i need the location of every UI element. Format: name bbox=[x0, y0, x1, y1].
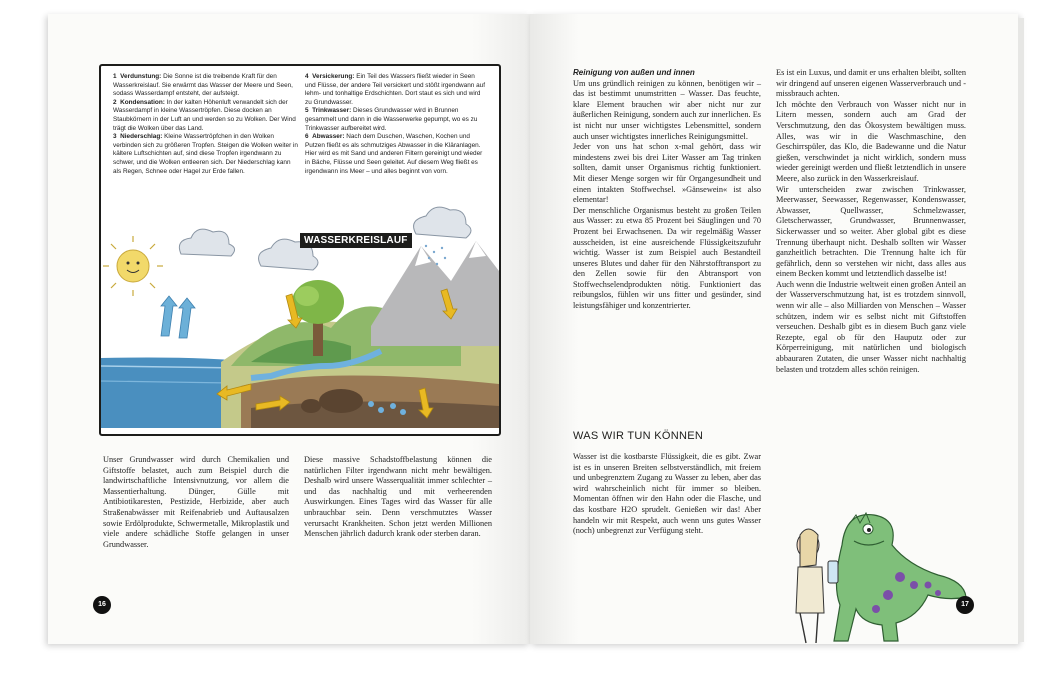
step-1: 1 Verdunstung: Die Sonne ist die treibende Kraft für den Wasserkreislauf. Sie erwärmt das Wasser der Meere und Seen, sodass Wasserdampf entsteht, der aufsteigt. bbox=[113, 73, 293, 98]
section-title: WAS WIR TUN KÖNNEN bbox=[573, 430, 704, 442]
section-body: Wasser ist die kostbarste Flüssigkeit, die es gibt. Zwar ist es in unseren Breiten selbstverständlich, mit freiem und unbegrenztem Zugang zu Wasser zu leben, aber das wird wahrscheinlich nicht für immer so bleiben. Momentan öffnen wir den Hahn oder die Flasche, und das kostbare H2O sprudelt. Genießen wir das! Aber handeln wir mit Respekt, auch wenn uns gutes Wasser (noch) unbegrenzt zur Verfügung steht. bbox=[573, 452, 761, 536]
step-6: 6 Abwasser: Nach dem Duschen, Waschen, Kochen und Putzen fließt es als schmutziges Abwasser in die Kläranlagen. Hier wird es mit Sand und anderen Filtern gereinigt und wieder in Bäche, Flüsse und Seen geleitet. Auf diesem Weg fließt es irgendwann ins Meer – und alles beginnt von vorn. bbox=[305, 133, 483, 175]
page-edges bbox=[1018, 18, 1024, 642]
left-body-column-2: Diese massive Schadstoffbelastung können die natürlichen Filter irgendwann nicht mehr bewältigen. Deshalb wird unsere Wasserqualität immer schlechter – und das nachhaltig und mit verheerenden Auswirkungen. Eines Tages wird das Wasser für alle unbrauchbar sein. Denn verschmutztes Wasser verursacht Krankheiten. Schon jetzt werden Millionen Menschen jährlich dadurch krank oder sterben daran. bbox=[304, 455, 492, 539]
step-3: 3 Niederschlag: Kleine Wassertröpfchen in den Wolken verbinden sich zu größeren Tropfen. Steigen die Wolken weiter in kältere Luftschichten auf, sind diese Tropfen irgendwann zu schwer, und die Wolken entleeren sich. Der Niederschlag kann als Regen, Schnee oder Hagel zur Erde fallen. bbox=[113, 133, 298, 175]
step-2: 2 Kondensation: In der kalten Höhenluft verwandelt sich der Wasserdampf in kleine Wassertröpfen. Diese docken an Staubkörnern in der Luft an und werden so zu Wolken. Der Wind trägt die Wolken über das Land. bbox=[113, 98, 296, 132]
water-cycle-infobox bbox=[99, 64, 501, 436]
water-cycle-title: WASSERKREISLAUF bbox=[300, 233, 412, 248]
page-number-left: 16 bbox=[93, 596, 111, 614]
step-4: 4 Versickerung: Ein Teil des Wassers fließt wieder in Seen und Flüsse, der andere Teil versickert und stößt irgendwann auf lehm- und tonhaltige Erdschichten. Dort staut es sich und wird zu Grundwasser. bbox=[305, 73, 485, 106]
section-subheading: Reinigung von außen und innen bbox=[573, 68, 695, 77]
right-column-2: Es ist ein Luxus, und damit er uns erhalten bleibt, sollten wir dringend auf unseren eigenen Wasserverbrauch und -missbrauch achten. Ich möchte den Verbrauch von Wasser nicht nur in Litern messen, sondern auch am Grad der Verschmutzung, den das Ökosystem bewältigen muss. Alles, was wir in die Waschmaschine, den Geschirrspüler, das Klo, die Badewanne und die Natur gießen, verschwindet ja nicht wirklich, sondern muss wieder gereinigt werden und fließt letztendlich in unsere Meere, also zurück in den Wasserkreislauf. Wir unterscheiden zwar zwischen Trinkwasser, Meerwasser, Seewasser, Regenwasser, Kondenswasser, Abwasser, Quellwasser, Schmelzwasser, Gletscherwasser, Grundwasser, Brunnenwasser, Sickerwasser und so weiter. Aber global gibt es diese Trennung überhaupt nicht. Deshalb sollten wir Wasser ganzheitlich betrachten. Die Trennung halte ich für gefährlich, denn so verstehen wir nicht, dass alles aus einem Becken kommt und letztendlich dasselbe ist! Auch wenn die Industrie weltweit einen großen Anteil an der Wasserverschmutzung hat, ist es trotzdem sinnvoll, wenn wir alle – also Milliarden von Menschen – Wasser schützen, indem wir es selbst nicht mit Giftstoffen verseuchen. Deshalb gibt es in diesem Buch ganz viele Rezepte, egal ob für den Hauputz oder zur Körperreinigung, mit natürlichen und biologisch abbauraren Zutaten, die unser Wasser nicht nachhaltig belasten und trotzdem alles schön reinigen. bbox=[776, 68, 966, 374]
infobox-column-2 bbox=[305, 73, 487, 176]
right-column-1: Reinigung von außen und innen Um uns gründlich reinigen zu können, benötigen wir – das ist bestimmt unumstritten – Wasser. Das feuchte, klare Element brauchen wir aber nicht nur zur äußerlichen Reinigung, sondern auch zur innerlichen. Es ist nicht nur unser wichtigstes Lebensmittel, sondern auch unser wichtigstes innerliches Reinigungsmittel. Jeder von uns hat schon x-mal gehört, dass wir mindestens zwei bis drei Liter Wasser am Tag trinken sollten, damit unser Organismus richtig funktioniert. Mit dieser Menge sorgen wir für Organgesundheit und einen intakten Stoffwechsel. »Gänsewein« ist also elementar! Der menschliche Organismus besteht zu großen Teilen aus Wasser: zu etwa 85 Prozent bei Säuglingen und 70 Prozent bei Erwachsenen. Da wir regelmäßig Wasser ausscheiden, ist eine ausreichende Flüssigkeitszufuhr wichtig. Wasser ist zum Beispiel auch Bestandteil unseres Blutes und daher für den Nährstofftransport zu den Zellen sowie für den Abtransport von Stoffwechselendprodukten nötig. Funktioniert das reibungslos, fühlen wir uns fitter und gesünder, sind leistungsfähiger und konzentrierter. bbox=[573, 68, 762, 311]
left-body-column-1: Unser Grundwasser wird durch Chemikalien und Giftstoffe belastet, auch zum Beispiel durch die landwirtschaftliche Intensivnutzung, vor allem die Massentierhaltung. Dünger, Gülle mit Antibiotikaresten, Pestizide, Herbizide, aber auch Straßenabwässer mit Reifenabrieb und Auftausalzen sowie Erdölprodukte, Schwermetalle, Mikroplastik und viele andere schädliche Stoffe gelangen in unser Grundwasser. bbox=[103, 455, 289, 549]
infobox-column-1 bbox=[113, 73, 299, 176]
step-5: 5 Trinkwasser: Dieses Grundwasser wird in Brunnen gesammelt und dann in die Wasserwerke gepumpt, wo es zu Trinkwasser aufbereitet wird. bbox=[305, 107, 478, 132]
page-number-right: 17 bbox=[956, 596, 974, 614]
dinosaur-illustration bbox=[788, 505, 968, 645]
